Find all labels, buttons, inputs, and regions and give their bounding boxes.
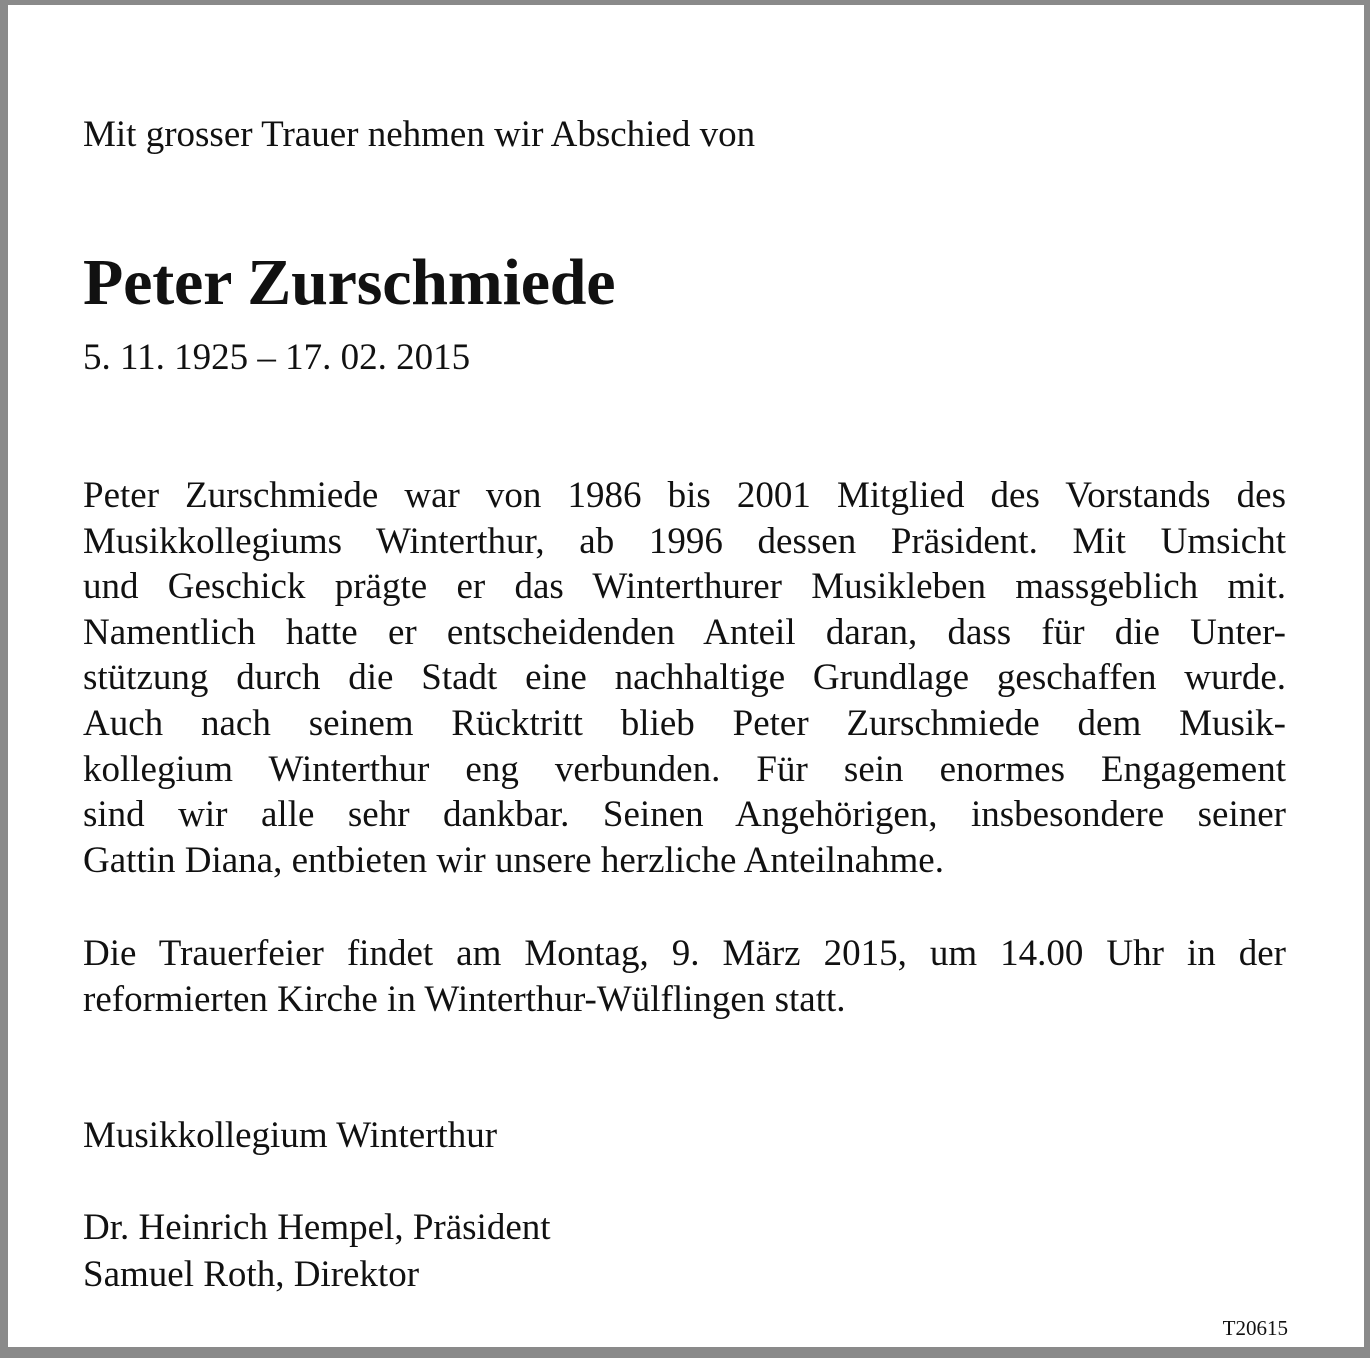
ceremony-line: Die Trauerfeier findet am Montag, 9. März 2015, um 14.00 Uhr in der [83, 933, 1286, 974]
intro-text: Mit grosser Trauer nehmen wir Abschied von [83, 114, 756, 155]
tribute-line: und Geschick prägte er das Winterthurer Musikleben massgeblich mit. [83, 566, 1286, 608]
tribute-line: Musikkollegiums Winterthur, ab 1996 dessen Präsident. Mit Umsicht [83, 520, 1286, 562]
ceremony-line: reformierten Kirche in Winterthur-Wülflingen statt. [83, 978, 846, 1020]
deceased-name: Peter Zurschmiede [83, 246, 616, 319]
tribute-line: Gattin Diana, entbieten wir unsere herzliche Anteilnahme. [83, 839, 944, 881]
organization-name: Musikkollegium Winterthur [83, 1115, 498, 1156]
tribute-line: Auch nach seinem Rücktritt blieb Peter Zurschmiede dem Musik- [83, 702, 1286, 744]
tribute-line: Namentlich hatte er entscheidenden Anteil daran, dass für die Unter- [83, 611, 1286, 653]
tribute-line: kollegium Winterthur eng verbunden. Für sein enormes Engagement [83, 748, 1286, 790]
signatory-president: Dr. Heinrich Hempel, Präsident [83, 1207, 551, 1248]
life-dates: 5. 11. 1925 – 17. 02. 2015 [83, 337, 471, 378]
tribute-paragraph [83, 473, 1286, 883]
ad-reference-code: T20615 [1222, 1316, 1288, 1340]
tribute-line: stützung durch die Stadt eine nachhaltige Grundlage geschaffen wurde. [83, 657, 1286, 699]
tribute-line: sind wir alle sehr dankbar. Seinen Angehörigen, insbesondere seiner [83, 794, 1286, 836]
tribute-line: Peter Zurschmiede war von 1986 bis 2001 Mitglied des Vorstands des [83, 475, 1286, 516]
ceremony-paragraph [83, 931, 1286, 1022]
signatory-director: Samuel Roth, Direktor [83, 1254, 420, 1295]
notice-content [8, 5, 1364, 1347]
